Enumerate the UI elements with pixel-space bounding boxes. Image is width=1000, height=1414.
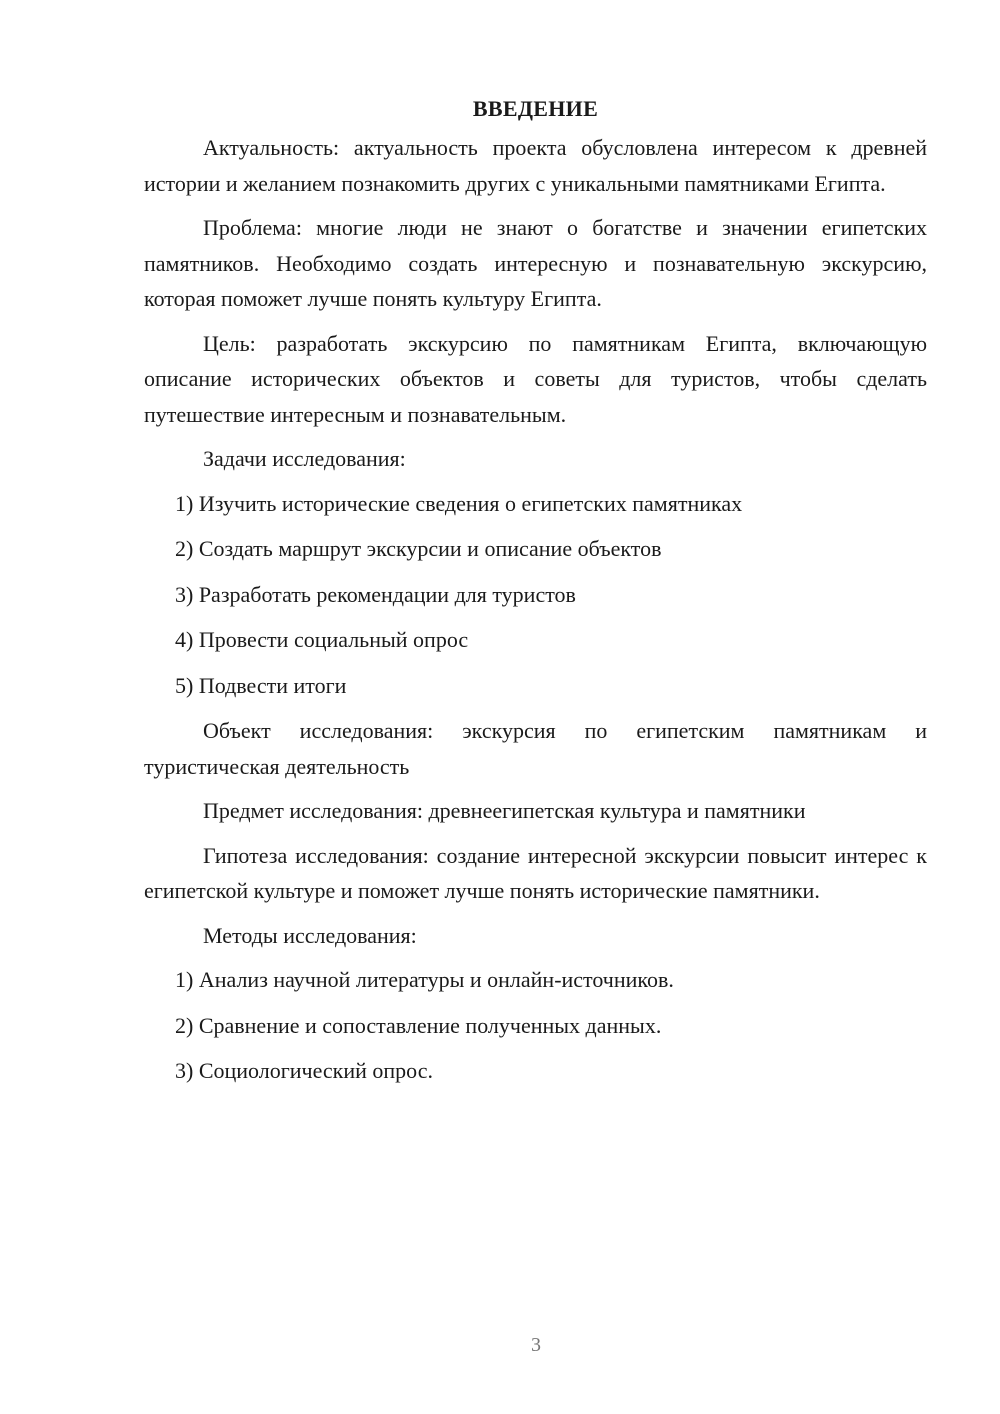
list-item: 5) Подвести итоги	[175, 672, 347, 698]
page-title: ВВЕДЕНИЕ	[472, 96, 599, 121]
methods-heading: Методы исследования:	[203, 922, 417, 948]
list-item: 1) Анализ научной литературы и онлайн-источников.	[175, 967, 674, 992]
list-item: 4) Провести социальный опрос	[175, 627, 469, 652]
tasks-heading: Задачи исследования:	[203, 446, 406, 471]
relevance-paragraph: Актуальность: актуальность проекта обусловлена интересом к древней истории и желанием познакомить других с уникальными памятниками Египта.	[144, 135, 927, 196]
goal-paragraph: Цель: разработать экскурсию по памятникам Египта, включающую описание исторических объектов и советы для туристов, чтобы сделать путешествие интересным и познавательным.	[144, 330, 927, 427]
list-item: 2) Создать маршрут экскурсии и описание объектов	[175, 536, 662, 561]
page-body	[144, 94, 927, 1099]
problem-paragraph: Проблема: многие люди не знают о богатстве и значении египетских памятников. Необходимо создать интересную и познавательную экскурсию, которая поможет лучше понять культуру Египта.	[144, 215, 927, 311]
methods-list	[144, 962, 927, 1089]
list-item: 2) Сравнение и сопоставление полученных данных.	[175, 1012, 662, 1038]
subject-paragraph: Предмет исследования: древнеегипетская культура и памятники	[203, 798, 806, 823]
hypothesis-paragraph: Гипотеза исследования: создание интересной экскурсии повысит интерес к египетской культуре и поможет лучше понять исторические памятники.	[144, 842, 927, 903]
tasks-list	[144, 486, 927, 704]
list-item: 1) Изучить исторические сведения о египетских памятниках	[175, 490, 743, 516]
list-item: 3) Социологический опрос.	[175, 1058, 433, 1083]
object-paragraph: Объект исследования: экскурсия по египетским памятникам и туристическая деятельность	[144, 718, 927, 779]
list-item: 3) Разработать рекомендации для туристов	[175, 581, 576, 607]
page-number: 3	[531, 1334, 541, 1356]
